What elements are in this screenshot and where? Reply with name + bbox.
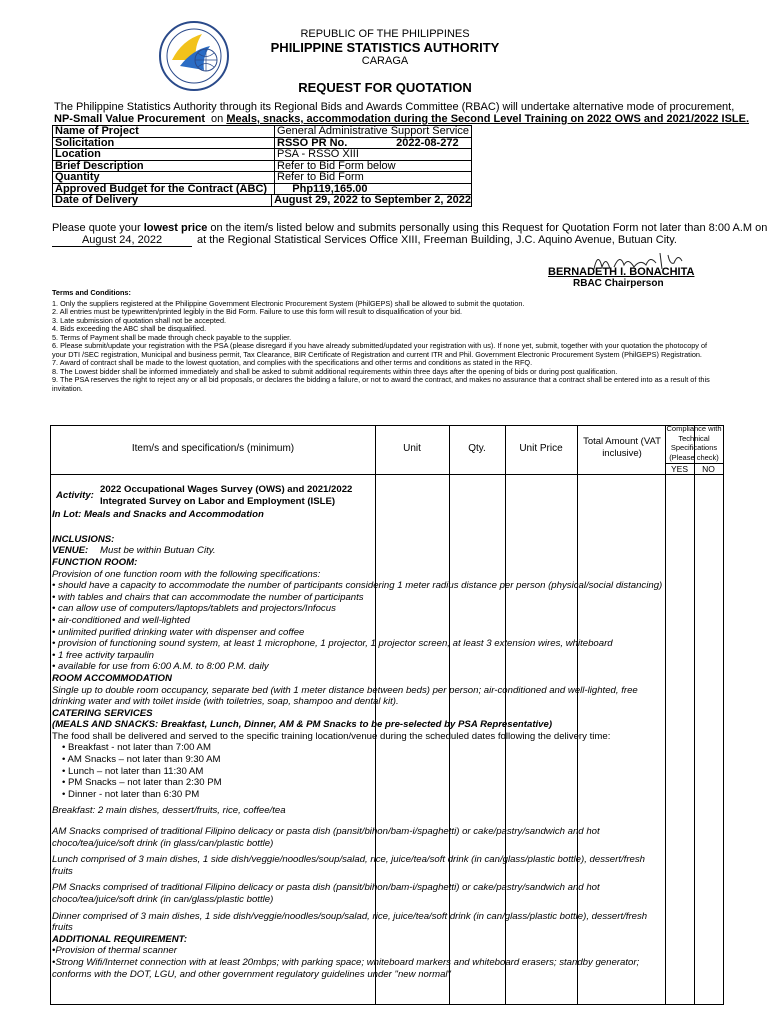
terms-item: 2. All entries must be typewritten/printed legibly in the Bid Form. Failure to use this form will result to disqualification of your bid. — [52, 307, 463, 316]
col-no: NO — [702, 464, 715, 474]
project-info-value: Php119,165.00 — [274, 184, 472, 196]
venue-row — [52, 545, 664, 557]
col-unit-price: Unit Price — [519, 443, 563, 454]
terms-and-conditions — [52, 289, 722, 393]
function-room-item: • with tables and chairs that can accommodate the number of participants — [52, 591, 364, 603]
function-room-item: • can allow use of computers/laptops/tablets and projectors/Infocus — [52, 603, 336, 615]
function-room-item: • available for use from 6:00 A.M. to 8:00 P.M. daily — [52, 661, 269, 673]
signatory-title: RBAC Chairperson — [573, 278, 664, 289]
project-info-label: Date of Delivery — [52, 195, 271, 207]
col-unit: Unit — [403, 443, 421, 454]
activity-label: Activity: — [56, 489, 94, 501]
dinner-spec: Dinner comprised of 3 main dishes, 1 side dish/veggie/noodles/soup/salad, rice, juice/tea/soft drink (in can/glass/plastic bottle), dessert/fresh fruits — [52, 910, 648, 934]
additional-requirement-title: ADDITIONAL REQUIREMENT: — [52, 933, 188, 945]
schedule-item: • Dinner - not later than 6:30 PM — [62, 788, 200, 800]
venue-label: VENUE: — [52, 545, 89, 557]
column-divider — [694, 426, 695, 1004]
breakfast-spec: Breakfast: 2 main dishes, dessert/fruits, rice, coffee/tea — [52, 805, 286, 817]
project-info-row — [52, 195, 472, 207]
col-item-spec: Item/s and specification/s (minimum) — [131, 443, 295, 454]
procurement-mode: NP-Small Value Procurement — [54, 113, 208, 126]
specification-body — [52, 484, 664, 980]
submission-place: at the Regional Statistical Services Office XIII, Freeman Building, J.C. Aquino Avenue, Butuan City. — [197, 234, 677, 246]
project-info-label: Approved Budget for the Contract (ABC) — [52, 184, 274, 196]
signatory-name: BERNADETH I. BONACHITA — [548, 266, 695, 278]
additional-item: •Strong Wifi/Internet connection with at least 20mbps; with parking space; whiteboard markers and whiteboard erasers; standby generator; conforms with the DOT, LGU, and other government regulatory guidelines under "new normal" — [52, 956, 640, 980]
inclusions-title: INCLUSIONS: — [52, 533, 115, 545]
terms-item: 7. Award of contract shall be made to the lowest quotation, and complies with the specifications and other terms and conditions as stated in the RFQ. — [52, 358, 533, 367]
terms-item: 4. Bids exceeding the ABC shall be disqualified. — [52, 324, 207, 333]
agency-heading: PHILIPPINE STATISTICS AUTHORITY — [270, 40, 500, 55]
activity-text: 2022 Occupational Wages Survey (OWS) and 2021/2022 Integrated Survey on Labor and Employment (ISLE) — [100, 484, 353, 507]
project-info-table — [52, 125, 472, 207]
procurement-subject: Meals, snacks, accommodation during the Second Level Training on 2022 OWS and 2021/2022 ISLE. — [226, 113, 750, 125]
project-info-row — [52, 149, 472, 161]
meals-title: (MEALS AND SNACKS: Breakfast, Lunch, Dinner, AM & PM Snacks to be pre-selected by PSA Representative) — [52, 719, 553, 731]
function-room-list — [52, 580, 664, 673]
quote-instruction — [52, 222, 767, 234]
function-room-item: • unlimited purified drinking water with dispenser and coffee — [52, 626, 305, 638]
project-info-label: Solicitation — [52, 138, 274, 150]
pm-snacks-spec: PM Snacks comprised of traditional Filipino delicacy or pasta dish (pansit/bihon/bam-i/spaghetti) or cake/pastry/sandwich and hot choco/tea/juice/soft drink (in can/glass/plastic bottle) — [52, 882, 600, 905]
col-compliance: Compliance with Technical Specifications (Please check) — [666, 424, 722, 462]
project-info-value: August 29, 2022 to September 2, 2022 — [271, 195, 472, 207]
schedule-item: • Breakfast - not later than 7:00 AM — [62, 742, 211, 754]
terms-item: 8. The Lowest bidder shall be informed immediately and shall be asked to submit additional requirements within three days after the opening of bids or during post qualification. — [52, 366, 618, 376]
quote-post: on the item/s listed below and submits personally using this Request for Quotation Form not later than 8:00 A.M on — [207, 222, 768, 234]
intro-line: The Philippine Statistics Authority through its Regional Bids and Awards Committee (RBAC) will undertake alternative mode of procurement, — [54, 101, 735, 113]
meals-intro: The food shall be delivered and served to the specific training location/venue during the scheduled dates following the delivery time: — [52, 730, 611, 742]
project-info-value: Refer to Bid Form — [274, 172, 472, 184]
project-info-row — [52, 161, 472, 173]
project-info-label: Brief Description — [52, 161, 274, 173]
venue-value: Must be within Butuan City. — [100, 545, 216, 557]
terms-item: 3. Late submission of quotation shall not be accepted. — [52, 315, 227, 325]
intro-line-2 — [54, 113, 749, 125]
terms-item: 1. Only the suppliers registered at the Philippine Government Electronic Procurement System (PhilGEPS) shall be allowed to submit the quotation. — [52, 298, 525, 308]
terms-item: 9. The PSA reserves the right to reject any or all bid proposals, or declares the bidding a failure, or not to award the contract, and makes no assurance that a contract shall be entered into as a result of this invitation. — [52, 375, 710, 393]
terms-heading: Terms and Conditions: — [52, 288, 131, 297]
activity-row — [56, 484, 664, 507]
room-accommodation-title: ROOM ACCOMMODATION — [52, 672, 172, 684]
project-info-value: General Administrative Support Service — [274, 126, 472, 138]
additional-item: •Provision of thermal scanner — [52, 945, 177, 957]
lowest-price-label: lowest price — [143, 222, 208, 234]
column-divider — [665, 426, 666, 1004]
schedule-item: • PM Snacks – not later than 2:30 PM — [62, 777, 222, 789]
lunch-spec: Lunch comprised of 3 main dishes, 1 side dish/veggie/noodles/soup/salad, rice, juice/tea/soft drink (in can/glass/plastic bottle), dessert/fresh fruits — [52, 854, 645, 877]
delivery-schedule — [52, 742, 664, 800]
intro-on: on — [208, 113, 227, 125]
project-info-label: Location — [52, 149, 274, 161]
project-info-row — [52, 138, 472, 150]
function-room-item: • provision of functioning sound system, at least 1 microphone, 1 projector, 1 projector screen, at least 3 extension wires, whiteboard — [52, 638, 613, 650]
schedule-item: • AM Snacks – not later than 9:30 AM — [62, 754, 221, 766]
terms-list — [52, 300, 722, 394]
region-heading: CARAGA — [361, 55, 409, 67]
project-info-row — [52, 172, 472, 184]
terms-item: 6. Please submit/update your registration with the PSA (please disregard if you have already submitted/updated your registration with us). If none yet, submit, together with your quotation the photocopy of your DTI /SEC registration, Municipal and business permit, Tax Clearance, BIR Certificate of Registration and current ITR and Phil. Government Electronic Procurement System (PhilGEPS) Registration. — [52, 341, 708, 359]
row-tick-marks — [375, 948, 724, 956]
deadline-date: August 24, 2022 — [52, 234, 192, 247]
document-title: REQUEST FOR QUOTATION — [298, 80, 472, 95]
col-yes: YES — [670, 464, 688, 474]
header-divider — [51, 474, 723, 475]
schedule-item: • Lunch – not later than 11:30 AM — [62, 765, 204, 777]
quote-deadline — [52, 234, 677, 247]
project-info-value: Refer to Bid Form below — [274, 161, 472, 173]
function-room-item: • 1 free activity tarpaulin — [52, 649, 155, 661]
lot-title: In Lot: Meals and Snacks and Accommodation — [52, 509, 264, 521]
catering-title: CATERING SERVICES — [52, 707, 153, 719]
function-room-item: • air-conditioned and well-lighted — [52, 614, 191, 626]
function-room-item: • should have a capacity to accommodate the number of participants considering 1 meter radius distance per person (physical/social distancing) — [52, 580, 663, 592]
project-info-label: Name of Project — [52, 126, 274, 138]
col-total-amount: Total Amount (VAT inclusive) — [583, 436, 661, 459]
project-info-value: RSSO PR No. 2022-08-272 — [274, 138, 472, 150]
col-qty: Qty. — [468, 443, 486, 454]
am-snacks-spec: AM Snacks comprised of traditional Filipino delicacy or pasta dish (pansit/bihon/bam-i/spaghetti) or cake/pastry/sandwich and hot choco/tea/juice/soft drink (in glass/can/plastic bottle) — [52, 826, 600, 849]
republic-heading: REPUBLIC OF THE PHILIPPINES — [300, 28, 470, 40]
project-info-label: Quantity — [52, 172, 274, 184]
function-room-title: FUNCTION ROOM: — [52, 556, 138, 568]
quote-pre: Please quote your — [52, 222, 144, 234]
room-accommodation-text: Single up to double room occupancy, separate bed (with 1 meter distance between beds) per person; air-conditioned and well-lighted, free drinking water and with toilet inside (with toiletries, soap, shampoo and dental kit). — [52, 684, 638, 708]
project-info-value: PSA - RSSO XIII — [274, 149, 472, 161]
function-room-intro: Provision of one function room with the following specifications: — [52, 568, 321, 580]
terms-item: 5. Terms of Payment shall be made through check payable to the supplier. — [52, 332, 292, 342]
project-info-row — [52, 125, 472, 138]
